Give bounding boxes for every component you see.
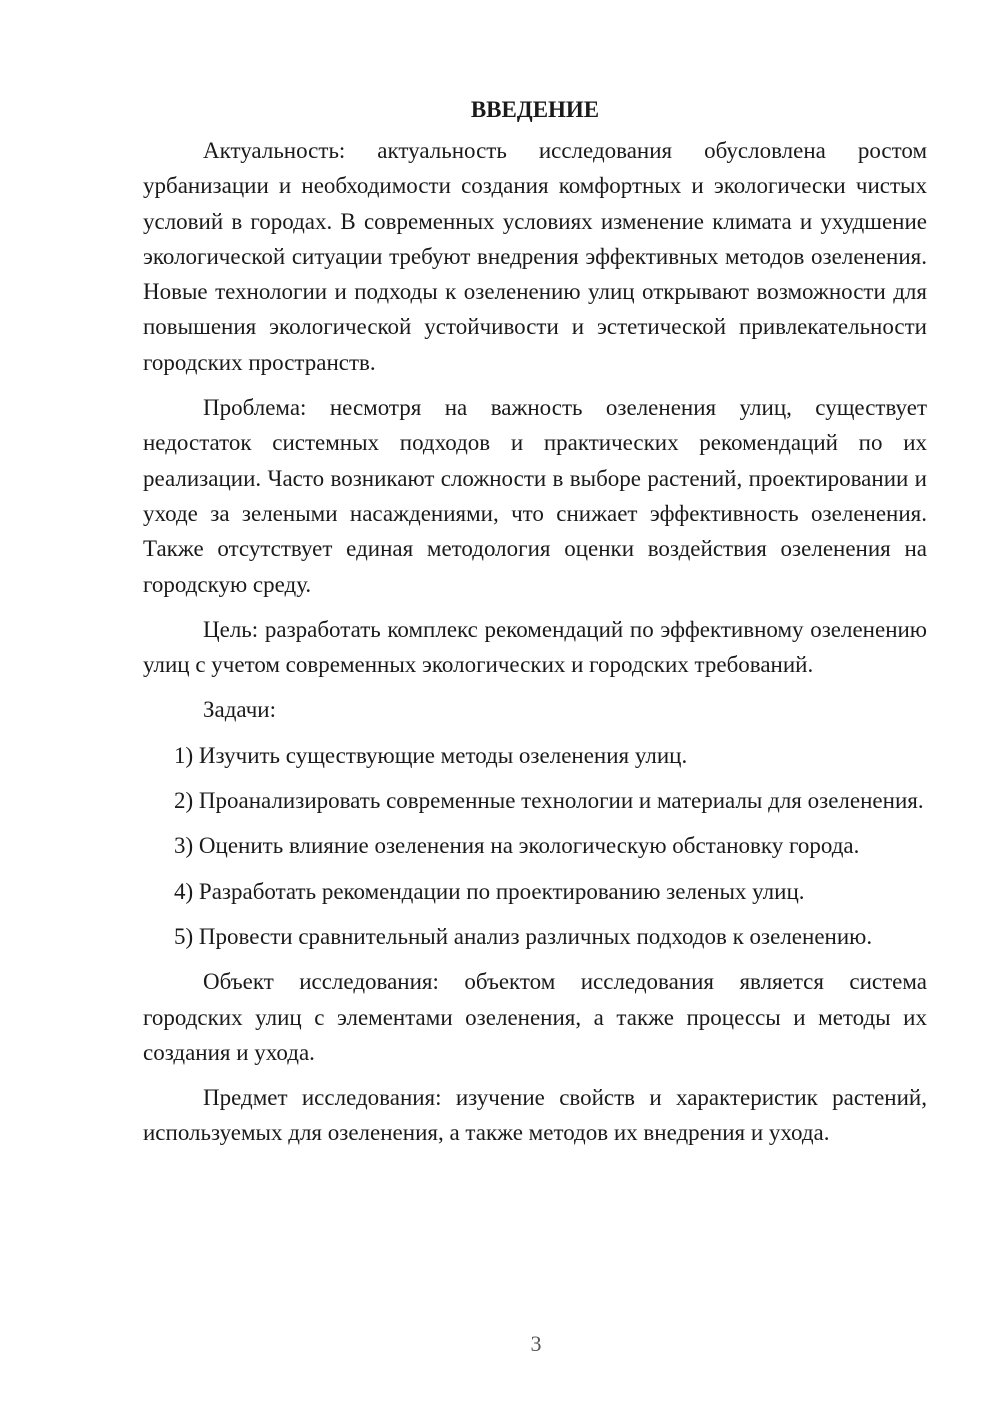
tasks-heading: Задачи:	[203, 697, 276, 723]
page-number: 3	[530, 1331, 542, 1356]
task-item-5: 5) Провести сравнительный анализ различных подходов к озеленению.	[174, 923, 873, 949]
page-body	[143, 92, 927, 1161]
tasks-list	[143, 738, 927, 954]
goal-paragraph: Цель: разработать комплекс рекомендаций по эффективному озеленению улиц с учетом современных экологических и городских требований.	[143, 616, 927, 678]
task-item-4: 4) Разработать рекомендации по проектированию зеленых улиц.	[174, 878, 805, 904]
object-paragraph: Объект исследования: объектом исследования является система городских улиц с элементами озеленения, а также процессы и методы их создания и ухода.	[143, 969, 927, 1065]
relevance-paragraph: Актуальность: актуальность исследования обусловлена ростом урбанизации и необходимости создания комфортных и экологически чистых условий в городах. В современных условиях изменение климата и ухудшение экологической ситуации требуют внедрения эффективных методов озеленения. Новые технологии и подходы к озеленению улиц открывают возможности для повышения экологической устойчивости и эстетической привлекательности городских пространств.	[143, 138, 927, 375]
task-item-1: 1) Изучить существующие методы озеленения улиц.	[174, 742, 688, 768]
task-item-2: 2) Проанализировать современные технологии и материалы для озеленения.	[174, 788, 924, 814]
subject-paragraph: Предмет исследования: изучение свойств и характеристик растений, используемых для озеленения, а также методов их внедрения и ухода.	[143, 1085, 927, 1146]
problem-paragraph: Проблема: несмотря на важность озеленения улиц, существует недостаток системных подходов и практических рекомендаций по их реализации. Часто возникают сложности в выборе растений, проектировании и уходе за зелеными насаждениями, что снижает эффективность озеленения. Также отсутствует единая методология оценки воздействия озеленения на городскую среду.	[143, 395, 927, 597]
task-item-3: 3) Оценить влияние озеленения на экологическую обстановку города.	[174, 833, 860, 859]
document-title: ВВЕДЕНИЕ	[470, 97, 600, 122]
